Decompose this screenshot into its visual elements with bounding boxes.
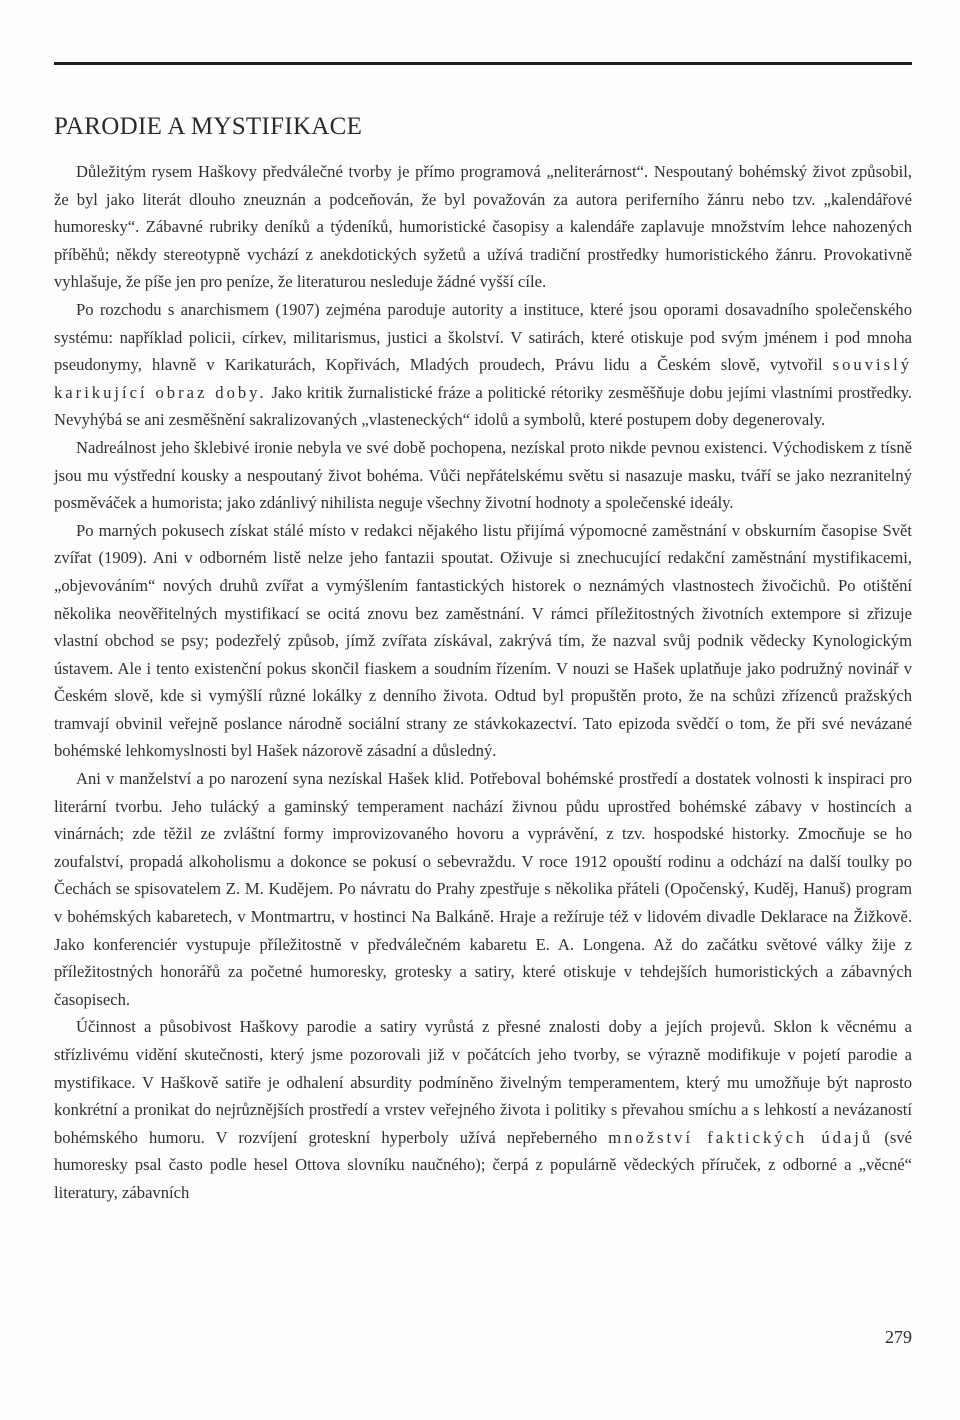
paragraph-2-spaced-phrase: souvislý karikující obraz doby. — [54, 355, 912, 402]
paragraph-6-text-a: Účinnost a působivost Haškovy parodie a satiry vyrůstá z přesné znalosti doby a jejích projevů. Sklon k věcnému a střízlivému vidění skutečnosti, který jsme pozorovali již v počátcích jeho tvorby, se výrazně modifikuje v pojetí parodie a mystifikace. V Haškově satiře je odhalení absurdity podmíněno živelným temperamentem, který mu umožňuje být naprosto konkrétní a pronikat do nejrůznějších prostředí a vrstev veřejného života i politiky s převahou smíchu a s lehkostí a nevázaností bohémského humoru. V rozvíjení groteskní hyperboly užívá nepřeberného — [54, 1017, 912, 1147]
paragraph-6-spaced-phrase: množství faktických údajů — [608, 1127, 874, 1147]
top-rule — [54, 62, 912, 65]
paragraph-6 — [54, 1013, 912, 1206]
paragraph-4: Po marných pokusech získat stálé místo v redakci nějakého listu přijímá výpomocné zaměstnání v obskurním časopise Svět zvířat (1909). Ani v odborném listě nelze jeho fantazii spoutat. Oživuje si znechucující redakční zaměstnání mystifikacemi, „objevováním“ nových druhů zvířat a vymýšlením fantastických historek o neznámých vlastnostech živočichů. Po otištění několika neověřitelných mystifikací se ocitá znovu bez zaměstnání. V rámci příležitostných životních extempore si zřizuje vlastní obchod se psy; podezřelý způsob, jímž zvířata získával, zakrývá tím, že nazval svůj podnik vědecky Kynologickým ústavem. Ale i tento existenční pokus skončil fiaskem a soudním řízením. V nouzi se Hašek uplatňuje jako podružný novinář v Českém slově, kde si vymýšlí různé lokálky z denního života. Odtud byl propuštěn proto, že na schůzi zřízenců pražských tramvají obvinil veřejně poslance národně sociální strany ze stávkokazectví. Tato epizoda svědčí o tom, že při své nevázané bohémské lehkomyslnosti byl Hašek názorově zásadní a důsledný. — [54, 520, 912, 761]
page-number: 279 — [885, 1327, 912, 1347]
chapter-heading: PARODIE A MYSTIFIKACE — [54, 113, 363, 140]
paragraph-2-text-a: Po rozchodu s anarchismem (1907) zejména paroduje autority a instituce, které jsou oporami dosavadního společenského systému: například policii, církev, militarismus, justici a školství. V satirách, které otiskuje pod svým jménem i pod mnoha pseudonymy, hlavně v Karikaturách, Kopřivách, Mladých proudech, Právu lidu a Českém slově, vytvořil — [54, 299, 912, 375]
paragraph-6-text-b: (své humoresky psal často podle hesel Ottova slovníku naučného); čerpá z populárně vědeckých příruček, z odborné a „věcné“ literatury, zábavních — [54, 1127, 912, 1202]
body-text — [54, 158, 912, 1207]
paragraph-2-text-b: Jako kritik žurnalistické fráze a politické rétoriky zesměšňuje dobu jejími vlastními prostředky. Nevyhýbá se ani zesměšnění sakralizovaných „vlasteneckých“ idolů a symbolů, které postupem doby degenerovaly. — [54, 382, 913, 430]
paragraph-5: Ani v manželství a po narození syna nezískal Hašek klid. Potřeboval bohémské prostředí a dostatek volnosti k inspiraci pro literární tvorbu. Jeho tulácký a gaminský temperament nachází živnou půdu uprostřed bohémské zábavy v hostincích a vinárnách; zde těžil ze zvláštní formy improvizovaného hovoru a vyprávění, z tzv. hospodské historky. Zmocňuje se ho zoufalství, propadá alkoholismu a dokonce se pokusí o sebevraždu. V roce 1912 opouští rodinu a odchází na další toulky po Čechách se spisovatelem Z. M. Kudějem. Po návratu do Prahy zpestřuje s několika přáteli (Opočenský, Kuděj, Hanuš) program v bohémských kabaretech, v Montmartru, v hostinci Na Balkáně. Hraje a režíruje též v lidovém divadle Deklarace na Žižkově. Jako konferenciér vystupuje příležitostně v předválečném kabaretu E. A. Longena. Až do začátku světové války žije z příležitostných honorářů za početné humoresky, grotesky a satiry, které otiskuje v tehdejších humoristických a zábavných časopisech. — [54, 769, 912, 1009]
paragraph-1: Důležitým rysem Haškovy předválečné tvorby je přímo programová „neliterárnost“. Nespoutaný bohémský život způsobil, že byl jako literát dlouho zneuznán a podceňován, že byl považován za autora periferního žánru nebo tzv. „kalendářové humoresky“. Zábavné rubriky deníků a týdeníků, humoristické časopisy a kalendáře zaplavuje množstvím lehce nahozených příběhů; někdy stereotypně vychází z anekdotických syžetů a užívá tradiční prostředky humoristického žánru. Provokativně vyhlašuje, že píše jen pro peníze, že literaturou nesleduje žádné vyšší cíle. — [54, 162, 912, 292]
paragraph-3: Nadreálnost jeho šklebivé ironie nebyla ve své době pochopena, nezískal proto nikde pevnou existenci. Východiskem z tísně jsou mu výstřední kousky a nespoutaný život bohéma. Vůči nepřátelskému světu si nasazuje masku, tváří se jako nezranitelný posměváček a humorista; jako zdánlivý nihilista neguje všechny životní hodnoty a společenské ideály. — [54, 437, 912, 513]
paragraph-2 — [54, 296, 912, 434]
